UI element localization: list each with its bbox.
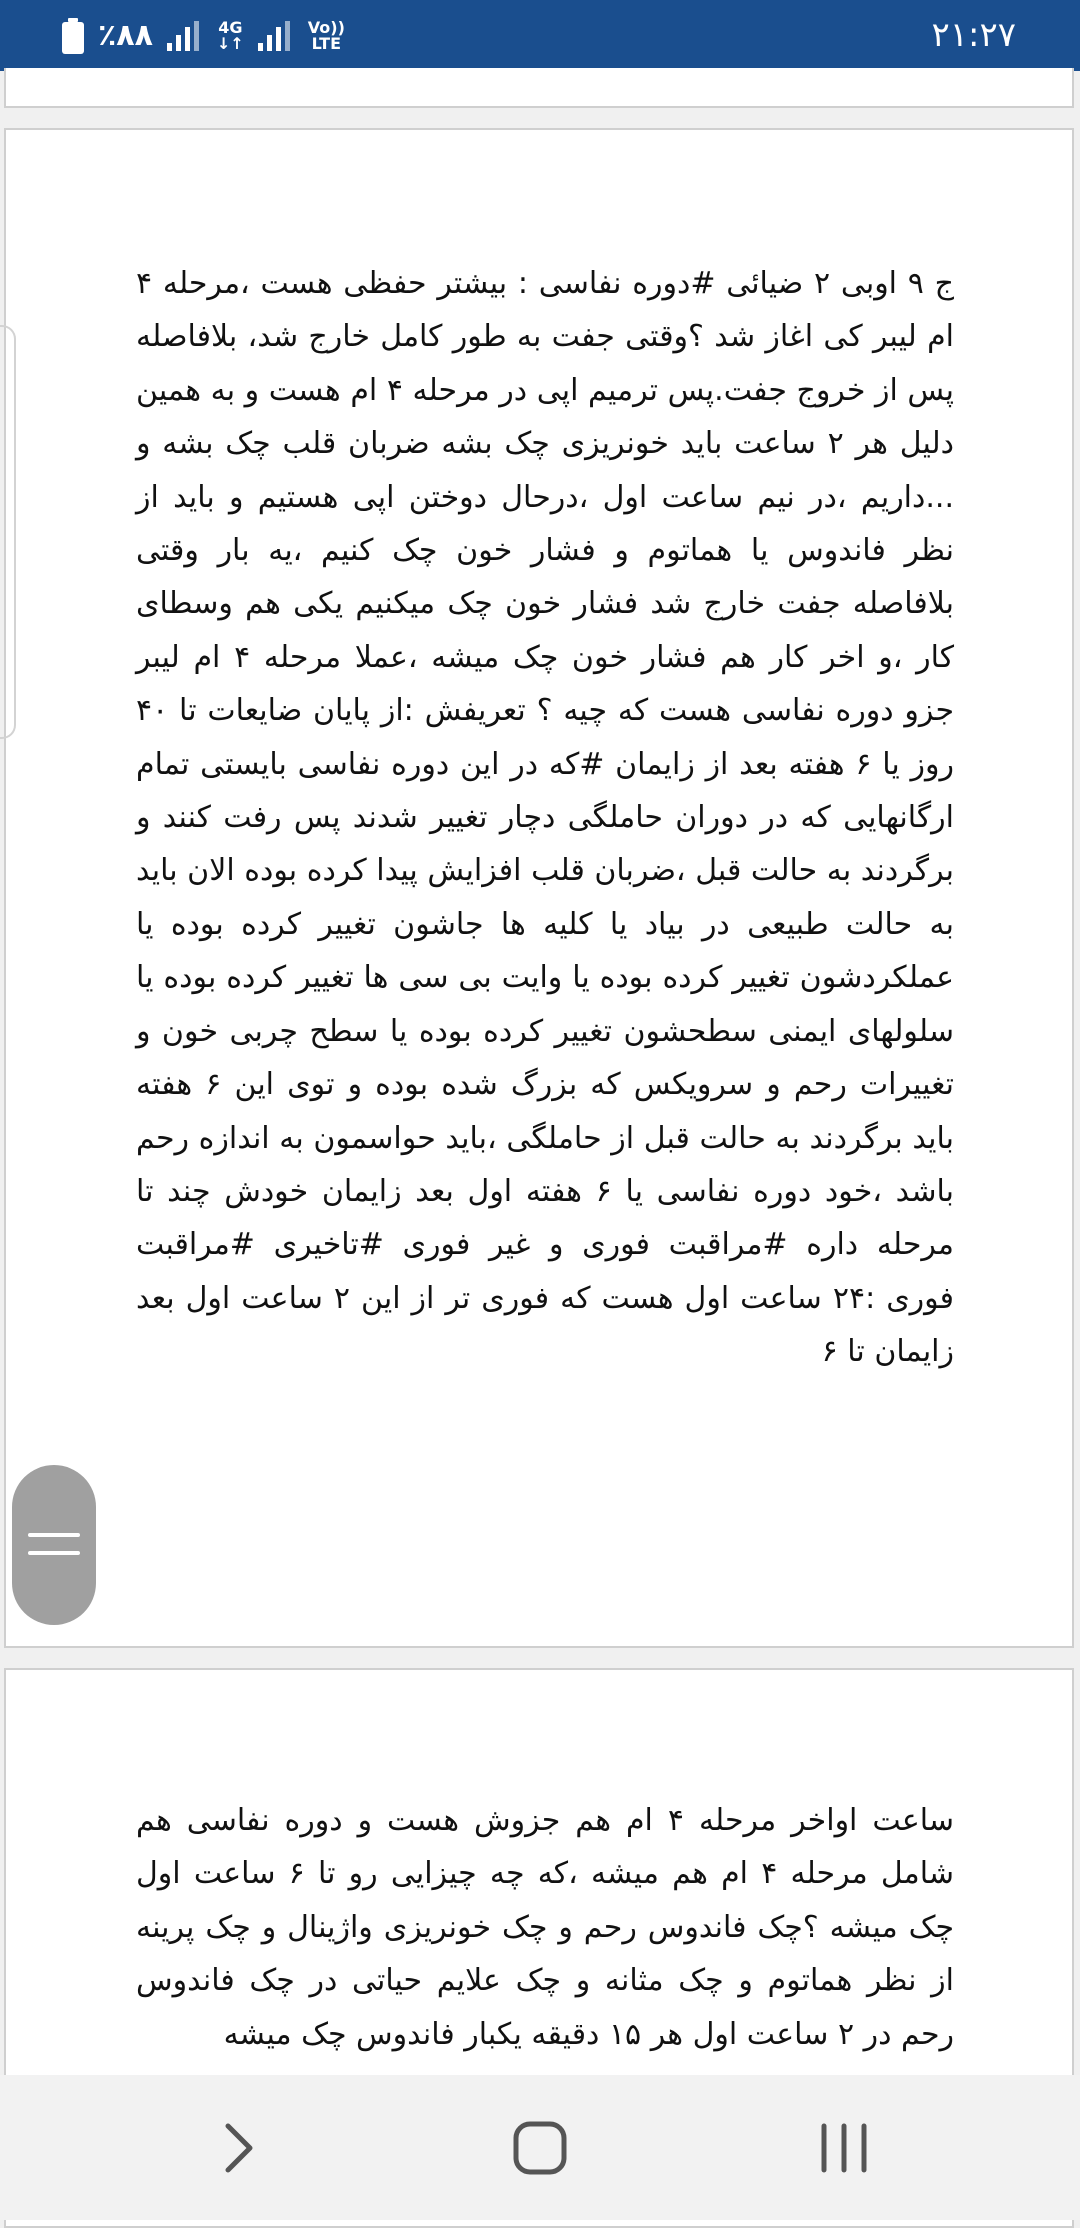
data-arrows-icon: ↓↑ [216, 33, 244, 53]
volte-indicator: Vo)) LTE [307, 17, 345, 53]
rounded-square-icon [510, 2118, 570, 2178]
previous-page [4, 68, 1074, 108]
chevron-right-icon [218, 2118, 258, 2178]
scroll-handle-line-icon [28, 1533, 80, 1537]
home-button[interactable] [470, 2075, 610, 2220]
scroll-handle-line-icon [28, 1551, 80, 1555]
battery-icon [62, 18, 84, 54]
page-text: ج ۹ اوبی ۲ ضیائی #دوره نفاسی : بیشتر حفظی هست ،مرحله ۴ ام لیبر کی اغاز شد ؟وقتی جفت به طور کامل خارج شد، بلافاصله پس از خروج جفت.پس ترمیم اپی در مرحله ۴ ام هست و به همین دلیل هر ۲ ساعت باید خونریزی چک بشه ضربان قلب چک بشه و ...داریم ،در نیم ساعت اول ،درحال دوختن اپی هستیم و باید از نظر فاندوس یا هماتوم و فشار خون چک کنیم ،یه بار وقتی بلافاصله جفت خارج شد فشار خون چک میکنیم یکی هم وسطای کار ،و اخر کار هم فشار خون چک میشه ،عملا مرحله ۴ ام لیبر جزو دوره نفاسی هست که چیه ؟ تعریفش :از پایان ضایعات تا ۴۰ روز یا ۶ هفته بعد از زایمان #که در این دوره نفاسی بایستی تمام ارگانهایی که در دوران حاملگی دچار تغییر شدند پس رفت کنند و برگردند به حالت قبل ،ضربان قلب افزایش پیدا کرده بوده الان باید به حالت طبیعی در بیاد یا کلیه ها جاشون تغییر کرده بوده یا عملکردشون تغییر کرده بوده یا وایت بی سی ها تغییر کرده بوده یا سلولهای ایمنی سطحشون تغییر کرده بوده یا سطح چربی خون و تغییرات رحم و سرویکس که بزرگ شده بوده و توی این ۶ هفته باید برگردند به حالت قبل از حاملگی ،باید حواسمون به اندازه رحم باشد ،خود دوره نفاسی یا ۶ هفته اول بعد زایمان خودش چند تا مرحله داره #مراقبت فوری و غیر فوری #تاخیری #مراقبت فوری :۲۴ ساعت اول هست که فوری تر از این ۲ ساعت اول بعد زایمان تا ۶ [136, 266, 955, 1370]
signal-strength-icon-2 [258, 21, 294, 51]
fast-scroll-handle[interactable] [12, 1465, 96, 1625]
recents-button[interactable] [774, 2075, 914, 2220]
clock: ۲۱:۲۷ [931, 15, 1016, 55]
signal-strength-icon [167, 21, 203, 51]
status-icons [62, 0, 345, 71]
edge-panel-handle[interactable] [0, 325, 16, 739]
three-bars-icon [814, 2118, 874, 2178]
status-bar [0, 0, 1080, 71]
document-page [4, 128, 1074, 1648]
back-button[interactable] [168, 2075, 308, 2220]
network-4g-indicator: 4G ↓↑ [216, 17, 244, 53]
battery-percentage: ٪۸۸ [98, 18, 153, 53]
navigation-bar [0, 2075, 1080, 2220]
page-text: ساعت اواخر مرحله ۴ ام هم جزوش هست و دوره نفاسی هم شامل مرحله ۴ ام هم میشه ،که چه چیزایی رو تا ۶ ساعت اول چک میشه ؟چک فاندوس رحم و چک خونریزی واژینال و چک پرینه از نظر هماتوم و چک مثانه و چک علایم حیاتی در چک فاندوس رحم در ۲ ساعت اول هر ۱۵ دقیقه یکبار فاندوس چک میشه [136, 1803, 954, 2052]
